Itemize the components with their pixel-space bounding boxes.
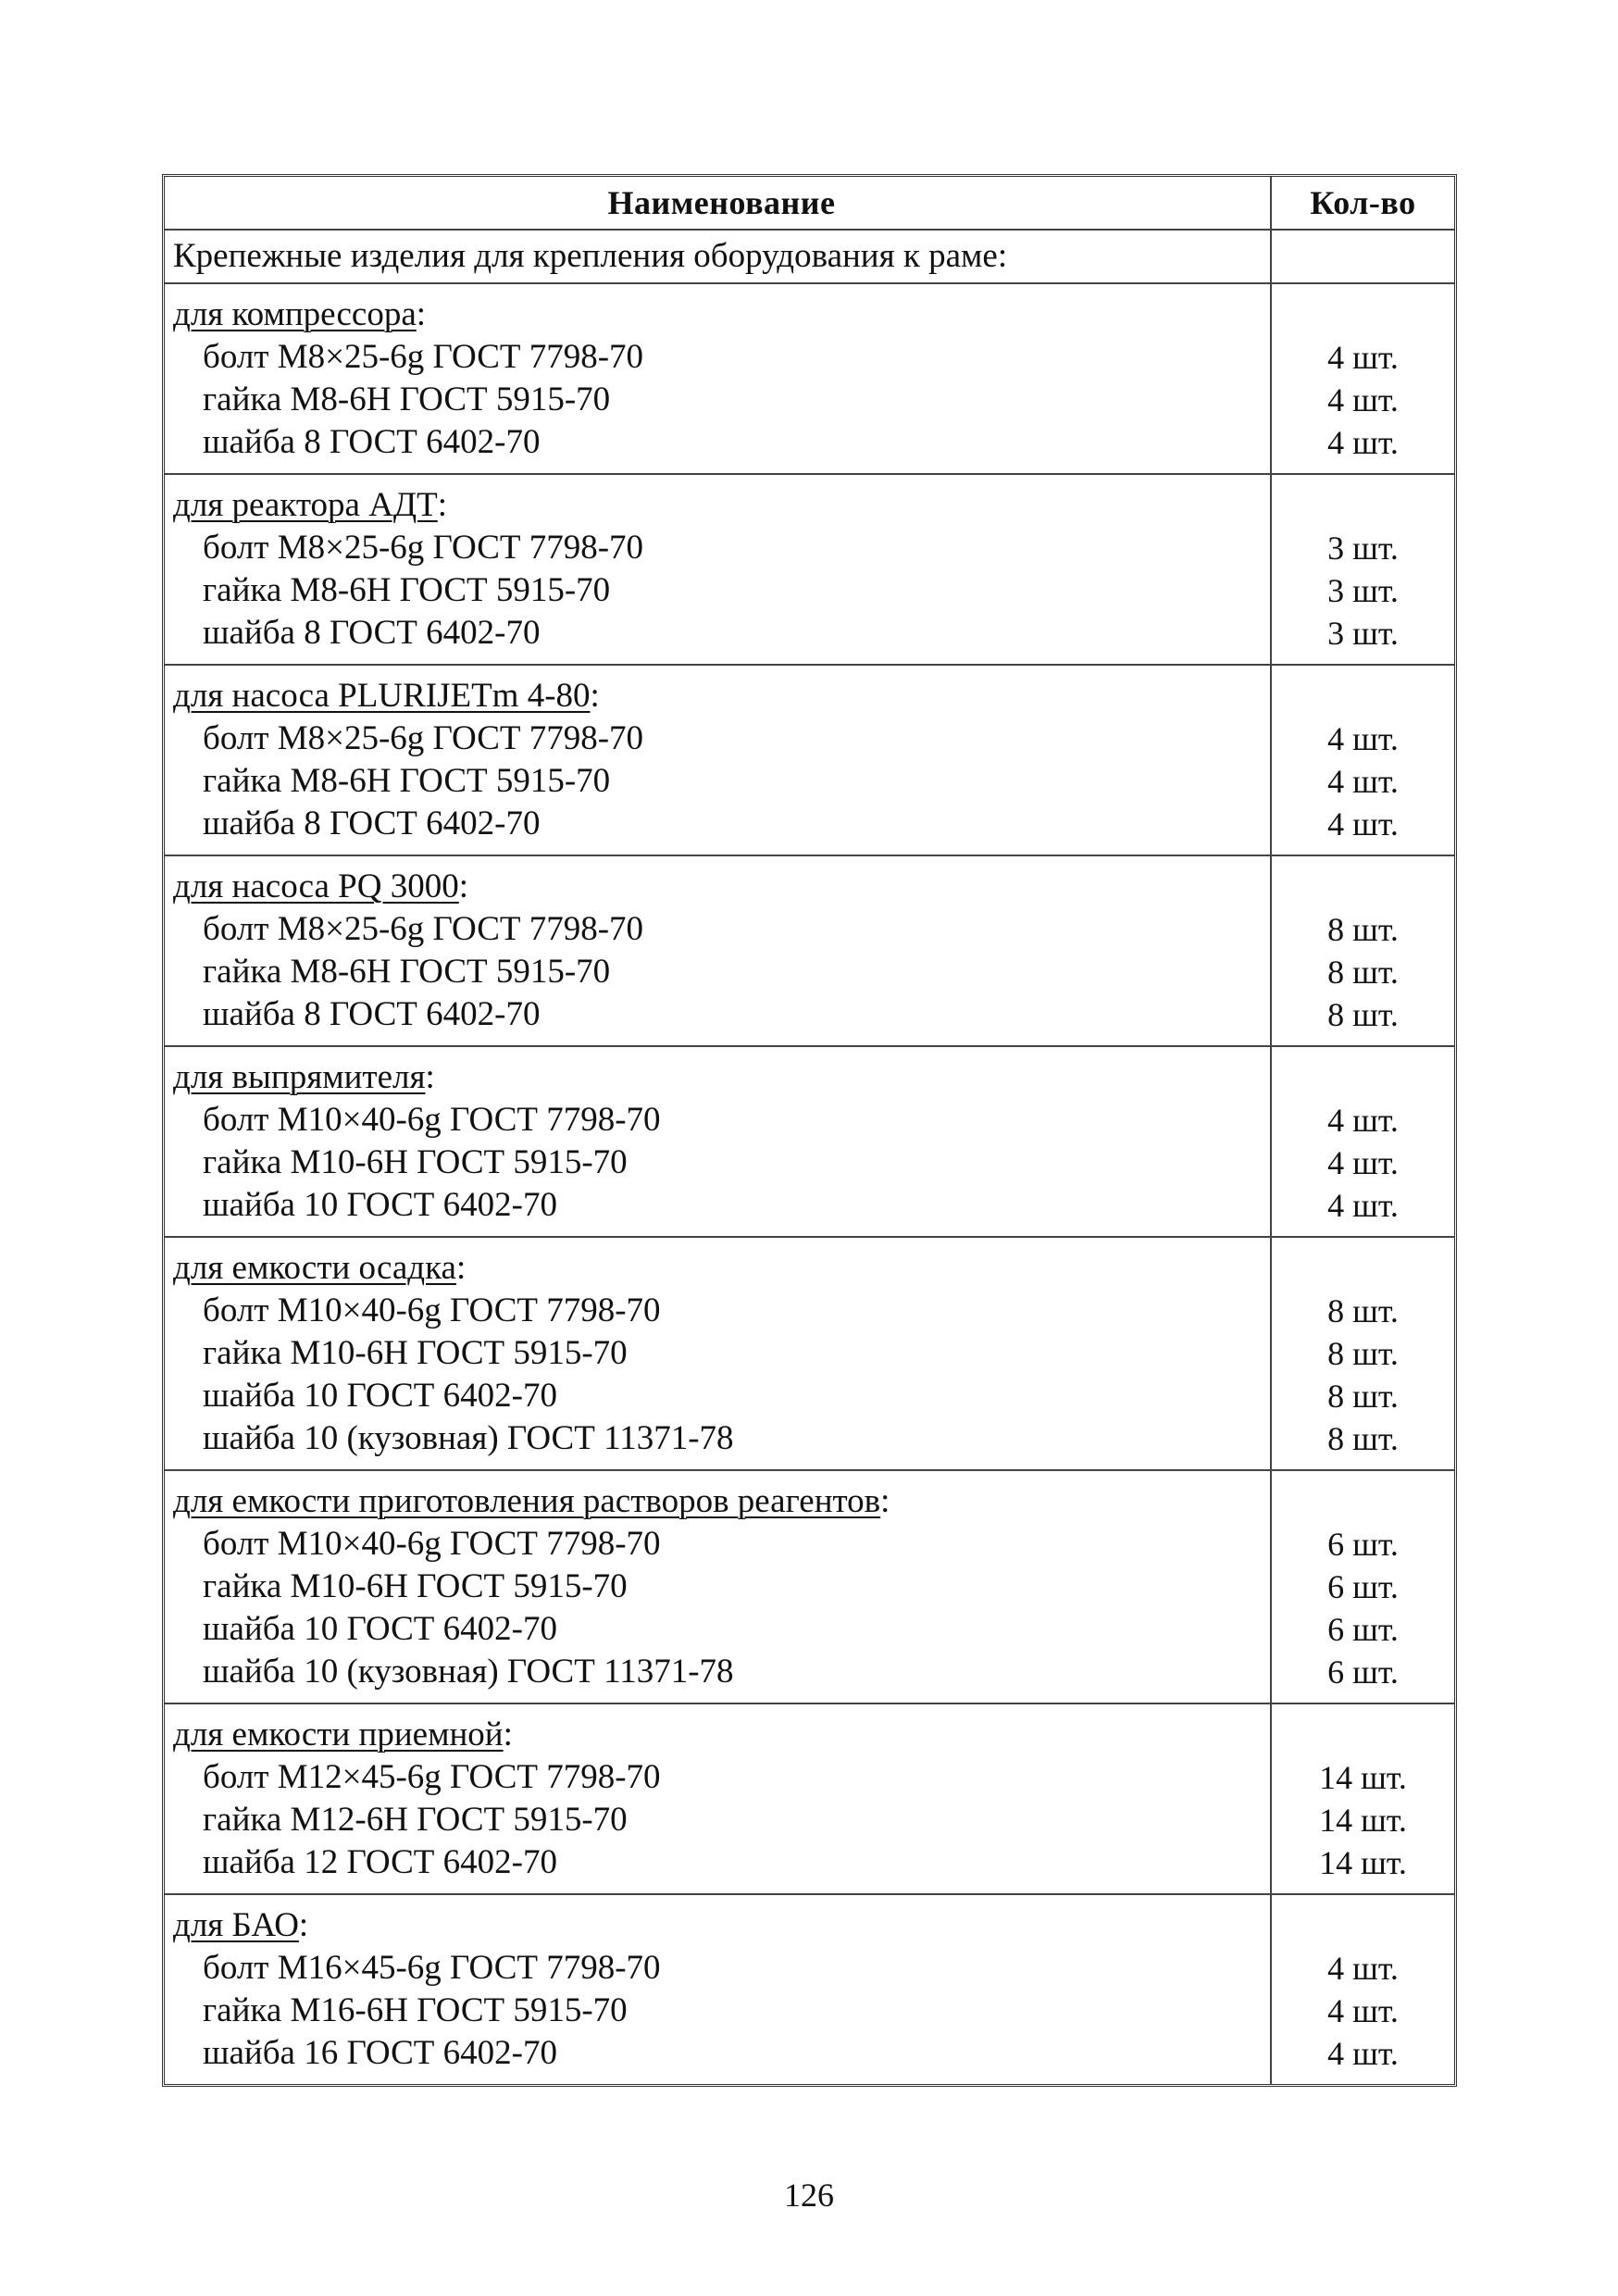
fastener-item: гайка М8-6Н ГОСТ 5915-70 (203, 762, 611, 800)
fastener-qty: 4 шт. (1327, 1102, 1399, 1139)
group-title-text: для насоса PLURIJETm 4-80 (173, 677, 591, 715)
fastener-qty: 6 шт. (1327, 1653, 1399, 1691)
group-title-colon: : (298, 1906, 309, 1944)
fastener-qty: 6 шт. (1327, 1568, 1399, 1605)
fastener-item: гайка М10-6Н ГОСТ 5915-70 (203, 1334, 628, 1372)
group-qty-cell (1272, 666, 1454, 855)
table-header-row (165, 177, 1454, 231)
group-name-cell (165, 475, 1272, 664)
group-qty-cell (1272, 1238, 1454, 1469)
group-title-text: для емкости осадка (173, 1249, 456, 1287)
fastener-qty: 8 шт. (1327, 1335, 1399, 1372)
fastener-qty: 3 шт. (1327, 572, 1399, 609)
header-name: Наименование (165, 177, 1272, 229)
fastener-item: болт М10×40-6g ГОСТ 7798-70 (203, 1101, 661, 1139)
group-title (173, 675, 1270, 718)
fastener-qty: 4 шт. (1327, 424, 1399, 461)
group-title-colon: : (455, 1249, 467, 1287)
fastener-item: болт М8×25-6g ГОСТ 7798-70 (203, 338, 644, 376)
group-name-cell (165, 1238, 1272, 1469)
fastener-item: гайка М16-6Н ГОСТ 5915-70 (203, 1991, 628, 2029)
fastener-item: болт М10×40-6g ГОСТ 7798-70 (203, 1292, 661, 1329)
group-title-text: для насоса PQ 3000 (173, 867, 459, 905)
table-row (165, 284, 1454, 475)
fastener-item: шайба 16 ГОСТ 6402-70 (203, 2034, 557, 2072)
fastener-qty: 4 шт. (1327, 1187, 1399, 1224)
fastener-qty: 8 шт. (1327, 1292, 1399, 1329)
group-qty-cell (1272, 856, 1454, 1045)
table-row (165, 856, 1454, 1047)
fastener-qty: 4 шт. (1327, 2035, 1399, 2072)
group-title-colon: : (425, 1058, 435, 1096)
intro-qty-empty (1272, 231, 1454, 282)
fastener-qty: 4 шт. (1327, 339, 1399, 376)
fastener-qty: 8 шт. (1327, 954, 1399, 991)
group-qty-cell (1272, 1895, 1454, 2084)
table-row (165, 1895, 1454, 2084)
fastener-item: гайка М12-6Н ГОСТ 5915-70 (203, 1801, 628, 1839)
intro-text: Крепежные изделия для крепления оборудования к раме: (165, 231, 1272, 282)
fastener-qty: 8 шт. (1327, 911, 1399, 948)
group-title-text: для компрессора (173, 295, 417, 333)
fastener-qty: 4 шт. (1327, 1992, 1399, 2029)
fastener-qty: 4 шт. (1327, 1144, 1399, 1181)
group-title-text: для емкости приемной (173, 1716, 504, 1753)
group-name-cell (165, 1471, 1272, 1703)
table-row (165, 1704, 1454, 1895)
fastener-item: болт М8×25-6g ГОСТ 7798-70 (203, 719, 644, 757)
page-number: 126 (784, 2177, 834, 2214)
fastener-item: шайба 12 ГОСТ 6402-70 (203, 1843, 557, 1881)
fastener-qty: 4 шт. (1327, 720, 1399, 757)
group-name-cell (165, 856, 1272, 1045)
fastener-qty: 4 шт. (1327, 381, 1399, 418)
table-intro-row (165, 231, 1454, 284)
group-title-colon: : (880, 1482, 890, 1520)
group-qty-cell (1272, 475, 1454, 664)
fastener-qty: 3 шт. (1327, 530, 1399, 567)
fastener-item: гайка М8-6Н ГОСТ 5915-70 (203, 381, 611, 418)
group-title (173, 293, 1270, 336)
group-title-text: для емкости приготовления растворов реагентов (173, 1482, 881, 1520)
fastener-qty: 14 шт. (1319, 1802, 1407, 1839)
fastener-item: шайба 8 ГОСТ 6402-70 (203, 995, 541, 1033)
fastener-qty: 4 шт. (1327, 1950, 1399, 1987)
fastener-item: болт М8×25-6g ГОСТ 7798-70 (203, 910, 644, 948)
group-title-colon: : (590, 677, 600, 715)
table-row (165, 1238, 1454, 1471)
fastener-qty: 6 шт. (1327, 1611, 1399, 1648)
group-title (173, 866, 1270, 908)
group-title (173, 1714, 1270, 1756)
group-qty-cell (1272, 1471, 1454, 1703)
fasteners-table (162, 174, 1457, 2087)
group-name-cell (165, 1704, 1272, 1893)
fastener-qty: 8 шт. (1327, 996, 1399, 1033)
group-title (173, 1056, 1270, 1099)
group-title-colon: : (416, 295, 427, 333)
fastener-qty: 4 шт. (1327, 805, 1399, 842)
fastener-item: болт М12×45-6g ГОСТ 7798-70 (203, 1758, 661, 1796)
fastener-item: шайба 10 (кузовная) ГОСТ 11371-78 (203, 1419, 734, 1457)
fastener-item: гайка М10-6Н ГОСТ 5915-70 (203, 1143, 628, 1181)
group-qty-cell (1272, 1047, 1454, 1236)
fastener-item: болт М16×45-6g ГОСТ 7798-70 (203, 1949, 661, 1987)
group-qty-cell (1272, 1704, 1454, 1893)
fastener-item: шайба 8 ГОСТ 6402-70 (203, 423, 541, 461)
fastener-item: шайба 10 ГОСТ 6402-70 (203, 1610, 557, 1648)
fastener-item: болт М10×40-6g ГОСТ 7798-70 (203, 1525, 661, 1563)
group-title-text: для реактора АДТ (173, 486, 438, 524)
fastener-qty: 6 шт. (1327, 1526, 1399, 1563)
fastener-qty: 8 шт. (1327, 1420, 1399, 1457)
fastener-item: шайба 10 ГОСТ 6402-70 (203, 1377, 557, 1415)
group-title-colon: : (458, 867, 468, 905)
group-title-text: для выпрямителя (173, 1058, 426, 1096)
fastener-item: шайба 10 (кузовная) ГОСТ 11371-78 (203, 1653, 734, 1691)
fastener-qty: 14 шт. (1319, 1844, 1407, 1881)
group-title-colon: : (503, 1716, 513, 1753)
group-title-colon: : (437, 486, 448, 524)
group-qty-cell (1272, 284, 1454, 473)
fastener-qty: 8 шт. (1327, 1378, 1399, 1415)
fastener-qty: 14 шт. (1319, 1759, 1407, 1796)
group-name-cell (165, 1047, 1272, 1236)
group-name-cell (165, 666, 1272, 855)
group-title (173, 1480, 1270, 1523)
fastener-item: шайба 10 ГОСТ 6402-70 (203, 1186, 557, 1224)
fastener-qty: 3 шт. (1327, 615, 1399, 652)
table-groups (165, 284, 1454, 2084)
group-name-cell (165, 284, 1272, 473)
fastener-item: гайка М10-6Н ГОСТ 5915-70 (203, 1567, 628, 1605)
group-name-cell (165, 1895, 1272, 2084)
group-title-text: для БАО (173, 1906, 299, 1944)
table-row (165, 666, 1454, 856)
group-title (173, 1904, 1270, 1947)
fastener-qty: 4 шт. (1327, 763, 1399, 800)
fastener-item: шайба 8 ГОСТ 6402-70 (203, 614, 541, 652)
group-title (173, 1247, 1270, 1290)
table-row (165, 475, 1454, 666)
fastener-item: болт М8×25-6g ГОСТ 7798-70 (203, 529, 644, 567)
header-qty: Кол-во (1310, 184, 1416, 221)
table-row (165, 1471, 1454, 1704)
table-row (165, 1047, 1454, 1238)
fastener-item: гайка М8-6Н ГОСТ 5915-70 (203, 953, 611, 991)
group-title (173, 484, 1270, 527)
fastener-item: гайка М8-6Н ГОСТ 5915-70 (203, 571, 611, 609)
fastener-item: шайба 8 ГОСТ 6402-70 (203, 805, 541, 842)
